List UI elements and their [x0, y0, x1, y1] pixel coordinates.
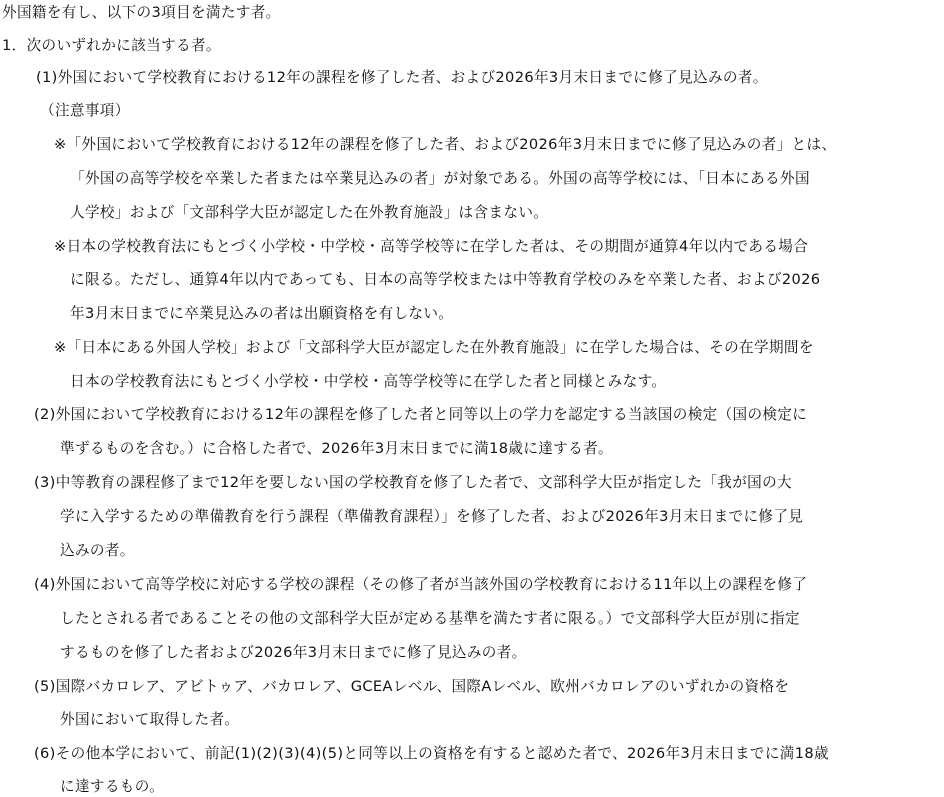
sub-item-2-line-1: (2)外国において学校教育における12年の課程を修了した者と同等以上の学力を認定する当該国の検定（国の検定に [34, 406, 808, 423]
note-3-line-2: 日本の学校教育法にもとづく小学校・中学校・高等学校等に在学した者と同様とみなす。 [70, 373, 667, 390]
sub-item-5-line-2: 外国において取得した者。 [60, 711, 240, 728]
sub-item-6-line-1: (6)その他本学において、前記(1)(2)(3)(4)(5)と同等以上の資格を有すると認めた者で、2026年3月末日までに満18歳 [34, 745, 829, 762]
note-3-line-1: ※「日本にある外国人学校」および「文部科学大臣が認定した在外教育施設」に在学した場合は、その在学期間を [54, 339, 814, 356]
sub-item-4-line-3: するものを修了した者および2026年3月末日までに修了見込みの者。 [60, 644, 527, 661]
note-2-line-2: に限る。ただし、通算4年以内であっても、日本の高等学校または中等教育学校のみを卒業した者、および2026 [70, 271, 821, 288]
note-2-line-1: ※日本の学校教育法にもとづく小学校・中学校・高等学校等に在学した者は、その期間が通算4年以内である場合 [54, 238, 809, 255]
sub-item-5-line-1: (5)国際バカロレア、アビトゥア、バカロレア、GCEAレベル、国際Aレベル、欧州バカロレアのいずれかの資格を [34, 678, 790, 695]
note-2-line-3: 年3月末日までに卒業見込みの者は出願資格を有しない。 [70, 305, 454, 322]
note-1-line-1: ※「外国において学校教育における12年の課程を修了した者、および2026年3月末日までに修了見込みの者」とは、 [54, 136, 837, 153]
sub-item-2-line-2: 準ずるものを含む。）に合格した者で、2026年3月末日までに満18歳に達する者。 [60, 440, 613, 457]
notes-heading: （注意事項） [40, 102, 130, 119]
sub-item-3-line-3: 込みの者。 [60, 542, 135, 559]
sub-item-4-line-1: (4)外国において高等学校に対応する学校の課程（その修了者が当該外国の学校教育における11年以上の課程を修了 [34, 576, 808, 593]
sub-item-3-line-2: 学に入学するための準備教育を行う課程（準備教育課程）」を修了した者、および2026年3月末日までに修了見 [60, 508, 804, 525]
note-1-line-3: 人学校」および「文部科学大臣が認定した在外教育施設」は含まない。 [70, 204, 549, 221]
item-1-heading: 1．次のいずれかに該当する者。 [2, 37, 221, 54]
note-1-line-2: 「外国の高等学校を卒業した者または卒業見込みの者」が対象である。外国の高等学校には、「日本にある外国 [70, 170, 810, 187]
sub-item-6-line-2: に達するもの。 [60, 778, 165, 795]
sub-item-1: (1)外国において学校教育における12年の課程を修了した者、および2026年3月末日までに修了見込みの者。 [36, 69, 768, 86]
sub-item-3-line-1: (3)中等教育の課程修了まで12年を要しない国の学校教育を修了した者で、文部科学大臣が指定した「我が国の大 [34, 474, 793, 491]
sub-item-4-line-2: したとされる者であることその他の文部科学大臣が定める基準を満たす者に限る。）で文部科学大臣が別に指定 [60, 610, 800, 627]
intro-text: 外国籍を有し、以下の3項目を満たす者。 [2, 4, 281, 21]
